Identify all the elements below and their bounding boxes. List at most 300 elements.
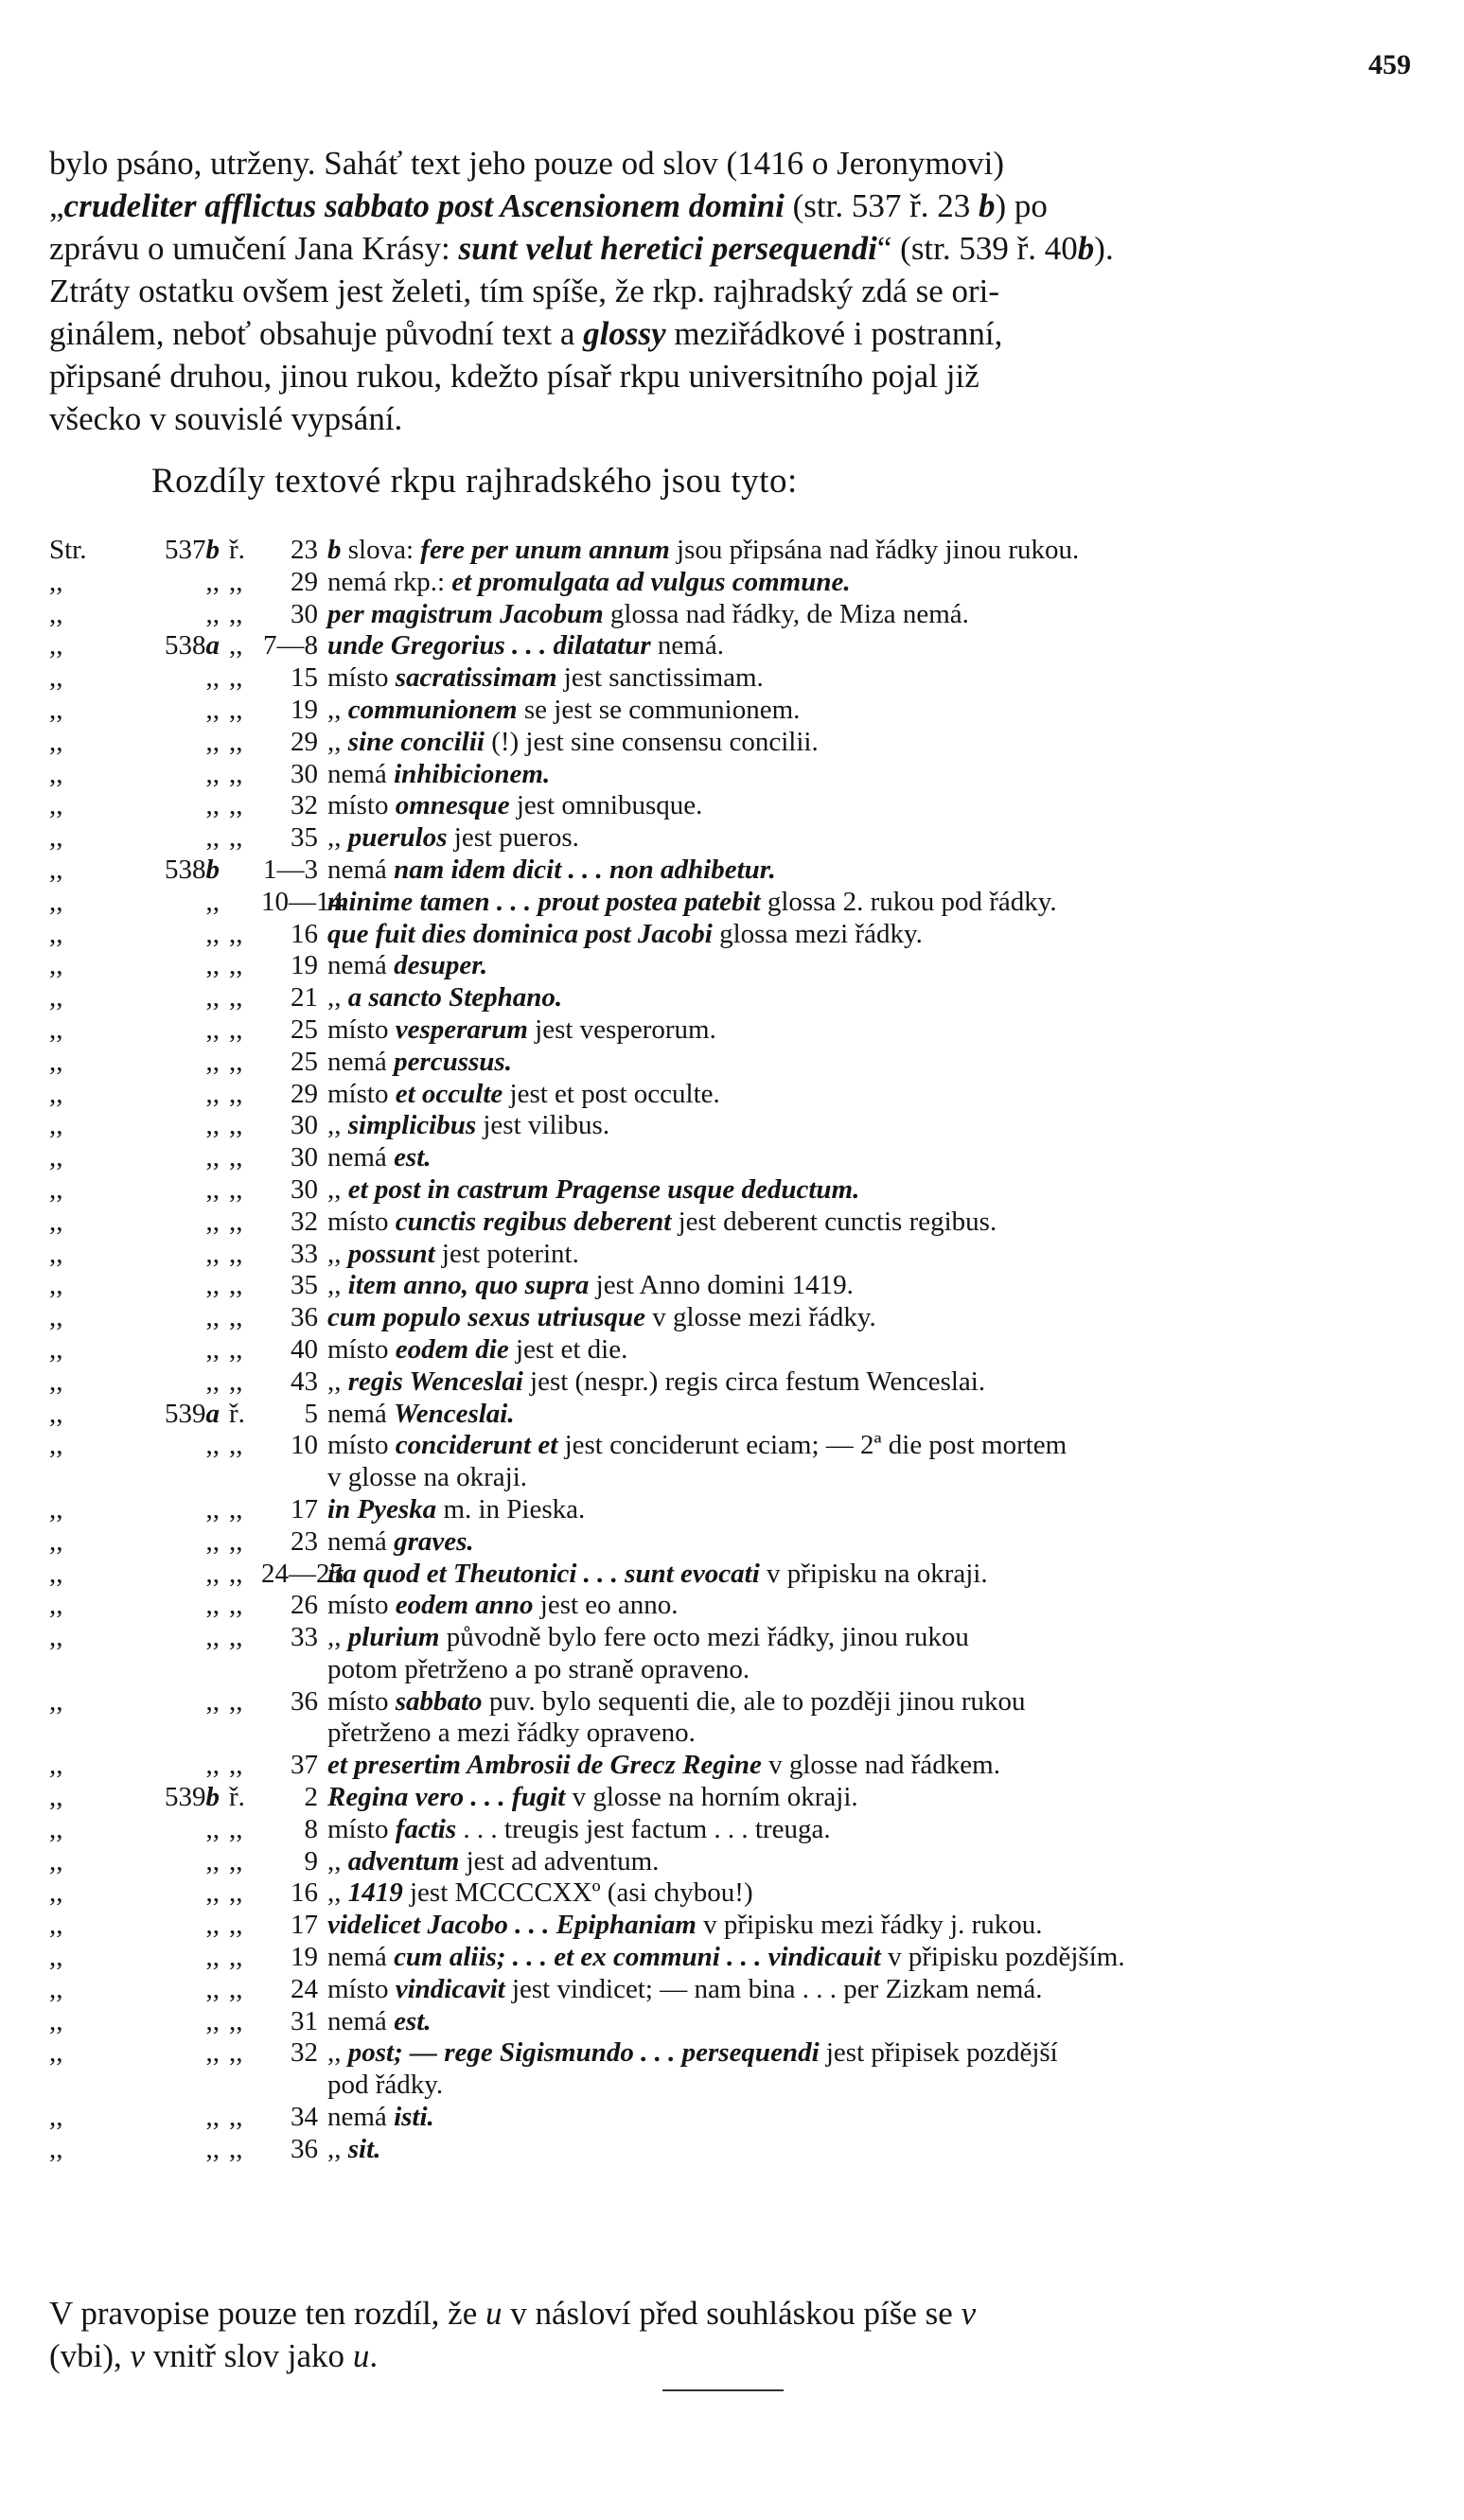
text: „ xyxy=(49,187,64,224)
variants-list xyxy=(49,535,1421,2166)
ref-row-label: ,, xyxy=(229,1910,243,1941)
note-latin: adventum xyxy=(347,1845,460,1877)
note-text: ,, xyxy=(327,2037,348,2069)
note-latin: que fuit dies dominica post Jacobi xyxy=(327,918,713,949)
ref-page: ,, xyxy=(205,1238,220,1269)
ref-str: ,, xyxy=(49,918,63,949)
ref-page: ,, xyxy=(205,1590,220,1621)
ref-str: ,, xyxy=(49,1558,63,1589)
ref-line: 29 xyxy=(291,726,318,757)
variant-note xyxy=(327,1942,1421,1974)
note-latin: per magistrum Jacobum xyxy=(327,598,604,629)
ref-line: 36 xyxy=(291,1685,318,1717)
text: meziřádkové i postranní, xyxy=(665,315,1003,352)
ref-page-cell xyxy=(125,1174,229,1207)
variant-note xyxy=(327,727,1421,759)
ref-page-cell xyxy=(125,1782,229,1814)
variant-note xyxy=(327,1526,1421,1559)
variant-note xyxy=(327,535,1421,567)
ref-str: ,, xyxy=(49,1973,63,2004)
ref-page-cell xyxy=(125,1302,229,1334)
text: připsané druhou, jinou rukou, kdežto písař rkpu universitního pojal již xyxy=(49,358,979,395)
ref-page-cell xyxy=(125,822,229,855)
ref-str: ,, xyxy=(49,1366,63,1397)
ref-page: ,, xyxy=(205,1110,220,1141)
note-text: jest připisek pozdější xyxy=(819,2037,1058,2069)
note-text: nemá xyxy=(327,1942,395,1973)
ref-page-cell xyxy=(125,1399,229,1431)
variant-row xyxy=(49,790,1421,822)
ref-line: 21 xyxy=(291,982,318,1013)
note-latin: Wenceslai. xyxy=(394,1398,515,1429)
ref-page-cell xyxy=(125,790,229,822)
ref-row-label: ,, xyxy=(229,2133,243,2164)
variant-note xyxy=(327,1782,1421,1814)
note-text: nemá rkp.: xyxy=(327,566,452,597)
note-text: ,, xyxy=(327,1366,348,1397)
ref-page-cell xyxy=(125,1622,229,1654)
note-latin: 1419 xyxy=(347,1877,403,1909)
ref-row-label: ,, xyxy=(229,1142,243,1173)
ref-row-label: ,, xyxy=(229,1078,243,1109)
page-number: 459 xyxy=(1368,49,1411,80)
variant-note xyxy=(327,759,1421,791)
ref-page-cell xyxy=(125,1910,229,1942)
note-latin: item anno, quo supra xyxy=(347,1270,590,1301)
note-text: ,, xyxy=(327,1173,348,1205)
note-text: jest vindicet; — nam bina . . . per Zizkam nemá. xyxy=(504,1973,1043,2004)
ref-page: ,, xyxy=(205,694,220,725)
note-text: ,, xyxy=(327,1877,348,1909)
ref-line: 8 xyxy=(304,1813,318,1844)
note-text: nemá xyxy=(327,1142,395,1173)
variant-note xyxy=(327,662,1421,695)
note-text: místo xyxy=(327,1206,396,1237)
ref-page-cell xyxy=(125,1366,229,1399)
ref-folio-side: b xyxy=(205,535,220,565)
note-text: jest sanctissimam. xyxy=(556,662,764,694)
note-latin: cunctis regibus deberent xyxy=(395,1206,672,1237)
ref-str: ,, xyxy=(49,1942,63,1973)
ref-page: ,, xyxy=(205,1910,220,1941)
note-text: jest ad adventum. xyxy=(459,1845,660,1877)
ref-line: 5 xyxy=(304,1398,318,1429)
ref-line: 9 xyxy=(304,1845,318,1877)
intro-paragraph xyxy=(49,142,1412,440)
note-latin: possunt xyxy=(347,1238,435,1269)
ref-line: 1—3 xyxy=(263,854,318,885)
ref-row-label: ,, xyxy=(229,566,243,597)
variant-row xyxy=(49,1782,1421,1814)
intro-line xyxy=(49,185,1412,227)
ref-row-label: ,, xyxy=(229,1173,243,1205)
variant-note-continuation: potom přetrženo a po straně opraveno. xyxy=(327,1653,750,1684)
ref-str: ,, xyxy=(49,2133,63,2164)
ref-str: ,, xyxy=(49,950,63,981)
note-latin: plurium xyxy=(347,1622,440,1653)
note-text: nemá. xyxy=(650,630,724,661)
ref-row-label: ,, xyxy=(229,662,243,694)
ref-page: ,, xyxy=(205,598,220,629)
ref-page-cell xyxy=(125,630,229,662)
note-text: jest (nespr.) regis circa festum Wenceslai. xyxy=(522,1366,986,1397)
ref-page-cell xyxy=(125,1526,229,1559)
variant-row xyxy=(49,1942,1421,1974)
note-latin: desuper. xyxy=(394,950,488,981)
closing-rule xyxy=(662,2389,784,2391)
variant-note xyxy=(327,855,1421,887)
ref-page: ,, xyxy=(205,950,220,981)
note-text: místo xyxy=(327,1430,396,1461)
variant-row xyxy=(49,1302,1421,1334)
ref-row-label: ,, xyxy=(229,758,243,789)
variant-row xyxy=(49,1399,1421,1431)
variant-row xyxy=(49,1110,1421,1142)
variant-row xyxy=(49,1207,1421,1239)
ref-row-label: ř. xyxy=(229,1782,245,1813)
note-latin: regis Wenceslai xyxy=(347,1366,523,1397)
text: v násloví před souhláskou píše se xyxy=(502,2295,961,2332)
text: (vbi), xyxy=(49,2337,131,2374)
ref-page: 539 xyxy=(165,1782,206,1813)
ref-line: 19 xyxy=(291,1942,318,1973)
ref-page-cell xyxy=(125,1142,229,1174)
variant-row xyxy=(49,1559,1421,1591)
variant-row xyxy=(49,950,1421,982)
note-text: ,, xyxy=(327,1270,348,1301)
ref-str: ,, xyxy=(49,822,63,854)
note-text: jest omnibusque. xyxy=(509,790,703,821)
ref-page: ,, xyxy=(205,822,220,854)
variant-row xyxy=(49,2006,1421,2038)
variant-row xyxy=(49,1686,1421,1718)
ref-line: 32 xyxy=(291,1206,318,1237)
ref-page-cell xyxy=(125,982,229,1014)
variant-row xyxy=(49,919,1421,951)
ref-page-cell xyxy=(125,1846,229,1878)
ref-line: 33 xyxy=(291,1622,318,1653)
ref-str: ,, xyxy=(49,1782,63,1813)
ref-str: ,, xyxy=(49,1590,63,1621)
note-latin: omnesque xyxy=(395,790,510,821)
variant-row xyxy=(49,1622,1421,1654)
ref-page: ,, xyxy=(205,1206,220,1237)
variant-note xyxy=(327,1686,1421,1718)
variant-note xyxy=(327,2006,1421,2038)
variant-row xyxy=(49,1750,1421,1782)
ref-page: ,, xyxy=(205,1750,220,1781)
ref-page: ,, xyxy=(205,2102,220,2133)
ref-page: 538 xyxy=(165,854,206,885)
ref-page-cell xyxy=(125,2134,229,2166)
ref-line: 10—14 xyxy=(261,886,344,917)
note-latin: fere per unum annum xyxy=(420,535,670,565)
ref-row-label: ,, xyxy=(229,1845,243,1877)
note-latin: est. xyxy=(394,2005,432,2036)
ref-row-label: ,, xyxy=(229,790,243,821)
ref-page: ,, xyxy=(205,1942,220,1973)
ref-page: ,, xyxy=(205,1173,220,1205)
ref-folio-side: b xyxy=(205,1782,220,1813)
ref-page: ,, xyxy=(205,1302,220,1333)
note-latin: inhibicionem. xyxy=(394,758,551,789)
variant-row xyxy=(49,695,1421,727)
ref-row-label: ,, xyxy=(229,630,243,661)
variant-note xyxy=(327,567,1421,599)
variant-note xyxy=(327,1622,1421,1654)
ref-line: 35 xyxy=(291,822,318,854)
variant-note xyxy=(327,1207,1421,1239)
variant-note xyxy=(327,2134,1421,2166)
ref-row-label: ,, xyxy=(229,1750,243,1781)
note-text: v glosse nad řádkem. xyxy=(761,1750,1000,1781)
variant-row xyxy=(49,1590,1421,1622)
variant-row xyxy=(49,2102,1421,2134)
ref-line: 30 xyxy=(291,1110,318,1141)
note-latin: communionem xyxy=(347,694,518,725)
note-text: v připisku mezi řádky j. rukou. xyxy=(696,1910,1043,1941)
ref-str: ,, xyxy=(49,1206,63,1237)
ref-line: 30 xyxy=(291,598,318,629)
variant-note-continuation: pod řádky. xyxy=(327,2070,444,2101)
variant-row xyxy=(49,982,1421,1014)
variant-note xyxy=(327,1910,1421,1942)
variant-note xyxy=(327,1559,1421,1591)
text: . xyxy=(369,2337,379,2374)
note-text: v glosse mezi řádky. xyxy=(645,1302,876,1333)
ref-str: ,, xyxy=(49,662,63,694)
note-text: v připisku pozdějším. xyxy=(880,1942,1125,1973)
note-text: místo xyxy=(327,1973,396,2004)
ref-page-cell xyxy=(125,1494,229,1526)
ref-row-label: ,, xyxy=(229,1206,243,1237)
ref-row-label: ,, xyxy=(229,2037,243,2069)
ref-row-label: ,, xyxy=(229,1013,243,1045)
ref-line: 24 xyxy=(291,1973,318,2004)
ref-row-label: ,, xyxy=(229,982,243,1013)
ref-page: ,, xyxy=(205,918,220,949)
ref-line: 31 xyxy=(291,2005,318,2036)
variant-note xyxy=(327,1142,1421,1174)
latin-quote: crudeliter afflictus sabbato post Ascensionem domini xyxy=(63,187,785,224)
variant-row xyxy=(49,1910,1421,1942)
variant-note-continuation: přetrženo a mezi řádky opraveno. xyxy=(327,1718,696,1749)
outro-paragraph xyxy=(49,2292,1412,2377)
text: vnitř slov jako xyxy=(145,2337,353,2374)
ref-str: ,, xyxy=(49,886,63,917)
ref-str: ,, xyxy=(49,1622,63,1653)
variant-note xyxy=(327,887,1421,919)
note-text: jsou připsána nad řádky jinou rukou. xyxy=(669,535,1080,565)
variant-note xyxy=(327,2037,1421,2070)
variant-row xyxy=(49,1142,1421,1174)
variant-note xyxy=(327,822,1421,855)
ref-str: ,, xyxy=(49,2005,63,2036)
note-text: v glosse na horním okraji. xyxy=(565,1782,858,1813)
ref-row-label: ,, xyxy=(229,1973,243,2004)
note-text: místo xyxy=(327,1685,396,1717)
text: zprávu o umučení Jana Krásy: xyxy=(49,230,459,267)
ref-page: ,, xyxy=(205,886,220,917)
note-text: jest pueros. xyxy=(447,822,579,854)
outro-line xyxy=(49,2335,1412,2377)
ref-row-label: ,, xyxy=(229,1558,243,1589)
ref-str: ,, xyxy=(49,1046,63,1077)
variant-note xyxy=(327,1047,1421,1079)
variant-note xyxy=(327,1174,1421,1207)
variant-row xyxy=(49,1526,1421,1559)
ref-str: ,, xyxy=(49,1398,63,1429)
ref-page-cell xyxy=(125,887,229,919)
note-text: ,, xyxy=(327,1110,348,1141)
ref-row-label: ,, xyxy=(229,1302,243,1333)
variant-note xyxy=(327,1974,1421,2006)
note-text: ,, xyxy=(327,694,348,725)
variant-note xyxy=(327,2102,1421,2134)
ref-page: ,, xyxy=(205,566,220,597)
variant-note xyxy=(327,982,1421,1014)
ref-str: Str. xyxy=(49,535,87,565)
ref-row-label: ,, xyxy=(229,822,243,854)
ref-line: 7—8 xyxy=(263,630,318,661)
ref-str: ,, xyxy=(49,630,63,661)
ref-page-cell xyxy=(125,1750,229,1782)
text: V pravopise pouze ten rozdíl, že xyxy=(49,2295,485,2332)
note-latin: et post in castrum Pragense usque deductum. xyxy=(347,1173,860,1205)
ref-page-cell xyxy=(125,1047,229,1079)
variant-note xyxy=(327,1590,1421,1622)
variant-note xyxy=(327,1014,1421,1047)
ref-row-label: ,, xyxy=(229,950,243,981)
variant-row xyxy=(49,1174,1421,1207)
note-text: ,, xyxy=(327,726,348,757)
variant-row xyxy=(49,599,1421,631)
ref-line: 26 xyxy=(291,1590,318,1621)
note-text: nemá xyxy=(327,2102,395,2133)
ref-page-cell xyxy=(125,1942,229,1974)
variant-row xyxy=(49,1366,1421,1399)
ref-line: 15 xyxy=(291,662,318,694)
note-text: ,, xyxy=(327,822,348,854)
ref-row-label: ,, xyxy=(229,1430,243,1461)
variant-note xyxy=(327,1430,1421,1462)
ref-page: ,, xyxy=(205,1270,220,1301)
intro-line xyxy=(49,397,1412,440)
ref-row-label: ,, xyxy=(229,1333,243,1365)
ref-str: ,, xyxy=(49,1910,63,1941)
ref-line: 36 xyxy=(291,1302,318,1333)
ref-str: ,, xyxy=(49,1430,63,1461)
ref-line: 32 xyxy=(291,790,318,821)
note-latin: cum populo sexus utriusque xyxy=(327,1302,646,1333)
ref-row-label: ,, xyxy=(229,1877,243,1909)
ref-line: 17 xyxy=(291,1910,318,1941)
ref-line: 25 xyxy=(291,1013,318,1045)
ref-str: ,, xyxy=(49,1525,63,1557)
variant-row xyxy=(49,1974,1421,2006)
ref-page-cell xyxy=(125,1814,229,1846)
note-latin: et promulgata ad vulgus commune. xyxy=(451,566,851,597)
ref-page-cell xyxy=(125,1686,229,1718)
ref-str: ,, xyxy=(49,2037,63,2069)
variant-row xyxy=(49,1047,1421,1079)
ref-page: ,, xyxy=(205,758,220,789)
ref-page: ,, xyxy=(205,1622,220,1653)
variant-note xyxy=(327,1750,1421,1782)
ref-line: 24—25 xyxy=(261,1558,344,1589)
note-text: jest vilibus. xyxy=(476,1110,610,1141)
ref-row-label: ,, xyxy=(229,1270,243,1301)
ref-page-cell xyxy=(125,1207,229,1239)
ref-line: 2 xyxy=(304,1782,318,1813)
ref-str: ,, xyxy=(49,694,63,725)
note-latin: unde Gregorius . . . dilatatur xyxy=(327,630,651,661)
note-latin: puerulos xyxy=(347,822,448,854)
ref-page: 539 xyxy=(165,1398,206,1429)
text: “ (str. 539 ř. 40 xyxy=(876,230,1078,267)
note-side: b xyxy=(327,535,342,565)
ref-page: ,, xyxy=(205,982,220,1013)
ref-page: ,, xyxy=(205,1430,220,1461)
ref-str: ,, xyxy=(49,598,63,629)
ref-page-cell xyxy=(125,1559,229,1591)
note-text: jest vesperorum. xyxy=(527,1013,716,1045)
variant-row xyxy=(49,1846,1421,1878)
text: ). xyxy=(1094,230,1114,267)
note-latin: vindicavit xyxy=(395,1973,505,2004)
variant-row xyxy=(49,2134,1421,2166)
variant-row xyxy=(49,1430,1421,1462)
variant-note xyxy=(327,790,1421,822)
text: ) po xyxy=(995,187,1048,224)
ref-page: ,, xyxy=(205,1685,220,1717)
note-latin: minime tamen . . . prout postea patebit xyxy=(327,886,761,917)
note-latin: nam idem dicit . . . non adhibetur. xyxy=(394,854,776,885)
ref-page: ,, xyxy=(205,2133,220,2164)
ref-line: 37 xyxy=(291,1750,318,1781)
note-text: jest MCCCCXXº (asi chybou!) xyxy=(402,1877,753,1909)
ref-row-label: ,, xyxy=(229,1110,243,1141)
ref-row-label xyxy=(229,887,261,919)
note-latin: sit. xyxy=(347,2133,381,2164)
ref-page-cell xyxy=(125,1877,229,1910)
note-text: nemá xyxy=(327,854,395,885)
note-latin: conciderunt et xyxy=(395,1430,558,1461)
variant-note xyxy=(327,599,1421,631)
ref-page-cell xyxy=(125,1110,229,1142)
variant-row xyxy=(49,567,1421,599)
ref-str: ,, xyxy=(49,1013,63,1045)
ref-line: 33 xyxy=(291,1238,318,1269)
note-text: místo xyxy=(327,662,396,694)
variant-note xyxy=(327,1302,1421,1334)
intro-line xyxy=(49,270,1412,312)
note-text: jest et die. xyxy=(508,1333,628,1365)
ref-page: ,, xyxy=(205,1366,220,1397)
ref-page: ,, xyxy=(205,662,220,694)
variant-note xyxy=(327,1366,1421,1399)
ref-page: ,, xyxy=(205,2005,220,2036)
ref-row-label: ,, xyxy=(229,1590,243,1621)
ref-str: ,, xyxy=(49,758,63,789)
folio-side: b xyxy=(979,187,996,224)
ref-line: 35 xyxy=(291,1270,318,1301)
ref-page: ,, xyxy=(205,1078,220,1109)
variant-row xyxy=(49,759,1421,791)
variant-row xyxy=(49,662,1421,695)
ref-str: ,, xyxy=(49,1270,63,1301)
note-text: ,, xyxy=(327,1845,348,1877)
